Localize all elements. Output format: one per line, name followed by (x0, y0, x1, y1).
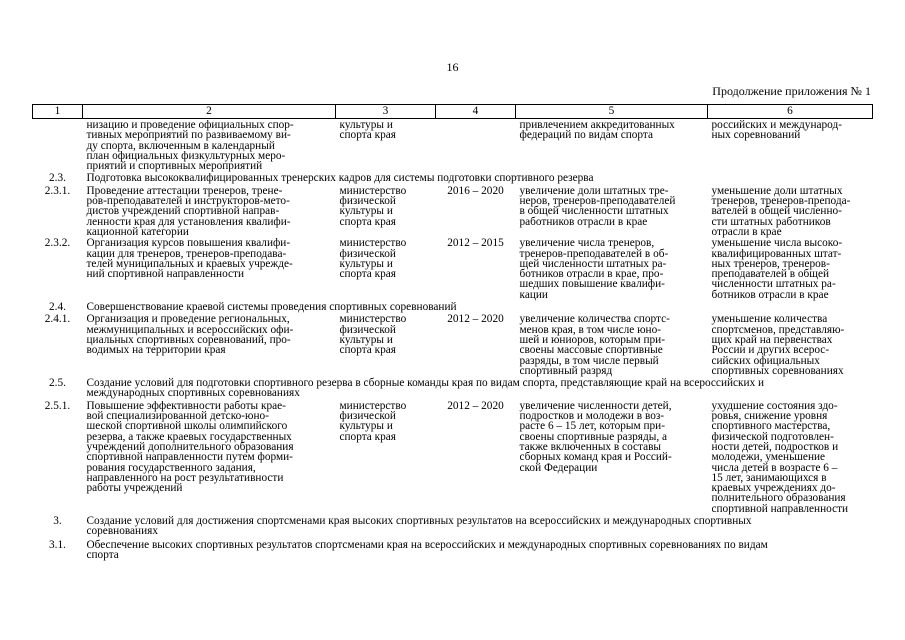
item-period: 2012 – 2020 (447, 399, 504, 412)
column-header: 3 (336, 105, 436, 119)
item-executor: министерство физической культуры и спорта края (339, 399, 407, 443)
section-row (33, 376, 873, 400)
item-risk: уменьшение доли штатных тренеров, тренеров-препода- вателей в общей численно- сти штатных работников отрасли в крае (711, 184, 851, 238)
section-title: Создание условий для подготовки спортивного резерва в сборные команды края по видам спорта, представляющие край на всероссийских и международных спортивных соревнованиях (86, 377, 765, 400)
section-title: Подготовка высококвалифицированных тренерских кадров для системы подготовки спортивного резерва (86, 172, 594, 185)
item-result: увеличение числа тренеров, тренеров-преподавателей в об- щей численности штатных ра- ботников отрасли в крае, про- шедших повышение квалифи- кации (519, 237, 669, 301)
item-result: увеличение численности детей, подростков и молодежи в воз- расте 6 – 15 лет, которым при- своены спортивные разряды, а также включенных в составы сборных команд края и Россий- ской Федерации (519, 399, 672, 474)
column-header: 5 (516, 105, 708, 119)
table-row (33, 237, 873, 300)
item-executor: министерство физической культуры и спорта края (339, 313, 407, 357)
item-risk: уменьшение числа высоко- квалифицированных штат- ных тренеров, тренеров- преподавателей в общей численности штатных ра- ботников отрасли в крае (711, 237, 843, 301)
table-header-row (33, 105, 873, 119)
column-header: 6 (708, 105, 873, 119)
column-header: 1 (33, 105, 83, 119)
item-executor: министерство физической культуры и спорта края (339, 237, 407, 281)
page-number: 16 (446, 60, 459, 74)
table-row (33, 400, 873, 514)
table-row (33, 313, 873, 376)
section-row (33, 514, 873, 538)
item-risk: ухудшение состояния здо- ровья, снижение уровня спортивного мастерства, физической подготовлен- ности детей, подростков и молодежи, уменьшение числа детей в возрасте 6 – 15 лет, занимающихся в краевых учреждениях до- полнительного образования спортивной направленности (711, 399, 849, 515)
item-period (436, 119, 516, 172)
item-number: 2.3.2. (44, 237, 71, 250)
section-number: 3.1. (49, 538, 66, 551)
item-number: 2.3.1. (44, 184, 71, 197)
item-result: увеличение количества спортс- менов края, в том числе юно- шей и юниоров, которым при- своены массовые спортивные разряды, в том числе первый спортивный разряд (519, 313, 670, 377)
section-row (33, 171, 873, 184)
item-description: Проведение аттестации тренеров, трене- ров-преподавателей и инструкторов-мето- дистов учреждений спортивной направ- ленности края для установления квалифи- кационной категории (86, 184, 291, 238)
column-header: 2 (83, 105, 336, 119)
program-table (32, 104, 873, 561)
table-row (33, 185, 873, 237)
item-description: Организация и проведение региональных, межмуниципальных и всероссийских офи- циальных спортивных соревнований, про- водимых на территории края (86, 313, 294, 357)
item-number: 2.4.1. (44, 313, 71, 326)
item-description: Повышение эффективности работы крае- вой специализированной детско-юно- шеской спортивной школы олимпийского резерва, а также краевых государственных учреждений дополнительного образования спортивной направленности путем форми- рования государственного задания, направленного на рост результативности работы учреждений (86, 399, 294, 495)
section-row (33, 300, 873, 313)
section-number: 2.4. (49, 301, 66, 314)
section-number: 2.5. (49, 377, 66, 390)
section-number: 3. (53, 514, 62, 527)
item-risk: уменьшение количества спортсменов, представляю- щих край на первенствах России и других всерос- сийских официальных спортивных соревнованиях (711, 313, 845, 377)
item-executor: культуры и спорта края (339, 119, 396, 142)
item-result: привлечением аккредитованных федераций по видам спорта (519, 119, 675, 142)
table-row (33, 119, 873, 172)
column-header: 4 (436, 105, 516, 119)
item-period: 2012 – 2015 (447, 237, 504, 250)
item-period: 2012 – 2020 (447, 313, 504, 326)
item-number: 2.5.1. (44, 399, 71, 412)
section-title: Совершенствование краевой системы проведения спортивных соревнований (86, 301, 457, 314)
item-number (33, 119, 83, 172)
item-period: 2016 – 2020 (447, 184, 504, 197)
item-description: Организация курсов повышения квалифи- кации для тренеров, тренеров-преподава- телей муниципальных и краевых учрежде- ний спортивной направленности (86, 237, 293, 281)
item-result: увеличение доли штатных тре- неров, тренеров-преподавателей в общей численности штатных работников отрасли в крае (519, 184, 676, 228)
section-title: Создание условий для достижения спортсменами края высоких спортивных результатов на всероссийских и международных спортивных соревнованиях (86, 514, 752, 538)
item-risk: российских и международ- ных соревнований (711, 119, 842, 142)
continuation-label: Продолжение приложения № 1 (712, 84, 871, 98)
item-description: низацию и проведение официальных спор- тивных мероприятий по развиваемому ви- ду спорта, включенным в календарный план официальных физкультурных меро- приятий и спортивных мероприятий (86, 119, 294, 173)
section-number: 2.3. (49, 172, 66, 185)
item-executor: министерство физической культуры и спорта края (339, 184, 407, 228)
section-title: Обеспечение высоких спортивных результатов спортсменами края на всероссийских и международных спортивных соревнованиях по видам спорта (86, 538, 768, 561)
section-row (33, 538, 873, 562)
